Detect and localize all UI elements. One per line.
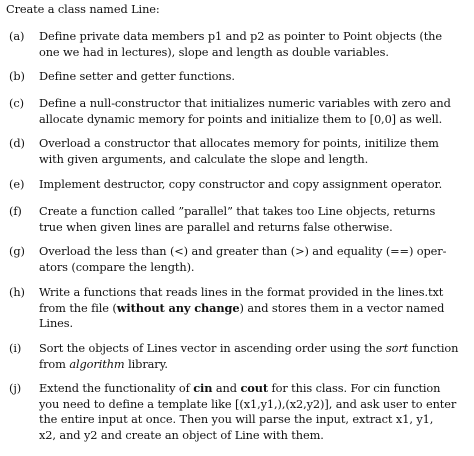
item-text — [39, 244, 465, 275]
text-line: x2, and y2 and create an object of Line with them. — [39, 427, 324, 442]
item-d — [9, 136, 465, 167]
text-line: one we had in lectures), slope and length as double variables. — [39, 44, 389, 59]
item-text — [39, 69, 465, 85]
italic-emphasis: sort — [385, 341, 409, 355]
item-label: (e) — [9, 177, 25, 191]
item-f — [9, 204, 465, 235]
item-b — [9, 69, 465, 85]
item-label: (i) — [9, 341, 22, 355]
item-text — [39, 285, 465, 332]
item-label: (f) — [9, 204, 22, 218]
text-line: Define a null-constructor that initializes numeric variables with zero and — [39, 96, 451, 110]
intro-heading: Create a class named Line: — [6, 2, 160, 16]
item-text — [39, 177, 465, 193]
text-line: Overload the less than (<) and greater than (>) and equality (==) oper- — [39, 244, 447, 258]
item-c — [9, 96, 465, 127]
text-line: with given arguments, and calculate the slope and length. — [39, 151, 369, 166]
item-a — [9, 29, 465, 60]
text-line: Write a functions that reads lines in the format provided in the lines.txt — [39, 285, 444, 299]
text-line: Implement destructor, copy constructor and copy assignment operator. — [39, 177, 443, 191]
text-line: Overload a constructor that allocates memory for points, initilize them — [39, 136, 439, 150]
text-line: from algorithm library. — [39, 356, 168, 371]
text-line: Sort the objects of Lines vector in ascending order using the sort function — [39, 341, 459, 355]
item-h — [9, 285, 465, 332]
text-line: Define setter and getter functions. — [39, 69, 235, 83]
bold-emphasis: cout — [240, 381, 268, 395]
text-line: Lines. — [39, 316, 74, 330]
text-line: Create a function called ”parallel” that takes too Line objects, returns — [39, 204, 436, 218]
item-text — [39, 29, 465, 60]
item-label: (a) — [9, 29, 25, 43]
text-line: the entire input at once. Then you will parse the input, extract x1, y1, — [39, 412, 434, 426]
text-line: Extend the functionality of cin and cout for this class. For cin function — [39, 381, 441, 395]
text-line: true when given lines are parallel and returns false otherwise. — [39, 219, 393, 234]
bold-emphasis: cin — [193, 381, 213, 395]
item-e — [9, 177, 465, 193]
item-text — [39, 136, 465, 167]
item-label: (h) — [9, 285, 25, 299]
item-label: (d) — [9, 136, 25, 150]
item-label: (j) — [9, 381, 22, 395]
item-g — [9, 244, 465, 275]
text-line: from the file (without any change) and stores them in a vector named — [39, 300, 445, 315]
item-text — [39, 96, 465, 127]
item-text — [39, 204, 465, 235]
item-text — [39, 341, 465, 372]
bold-emphasis: without any change — [116, 300, 240, 315]
item-j — [9, 381, 465, 443]
item-label: (b) — [9, 69, 25, 83]
text-line: Define private data members p1 and p2 as pointer to Point objects (the — [39, 29, 443, 43]
item-label: (c) — [9, 96, 24, 110]
italic-emphasis: algorithm — [69, 356, 125, 371]
text-line: you need to define a template like [(x1,y1,),(x2,y2)], and ask user to enter — [39, 396, 457, 411]
item-label: (g) — [9, 244, 25, 258]
text-line: allocate dynamic memory for points and initialize them to [0,0] as well. — [39, 111, 443, 126]
text-line: ators (compare the length). — [39, 259, 195, 274]
item-text — [39, 381, 465, 443]
item-i — [9, 341, 465, 372]
